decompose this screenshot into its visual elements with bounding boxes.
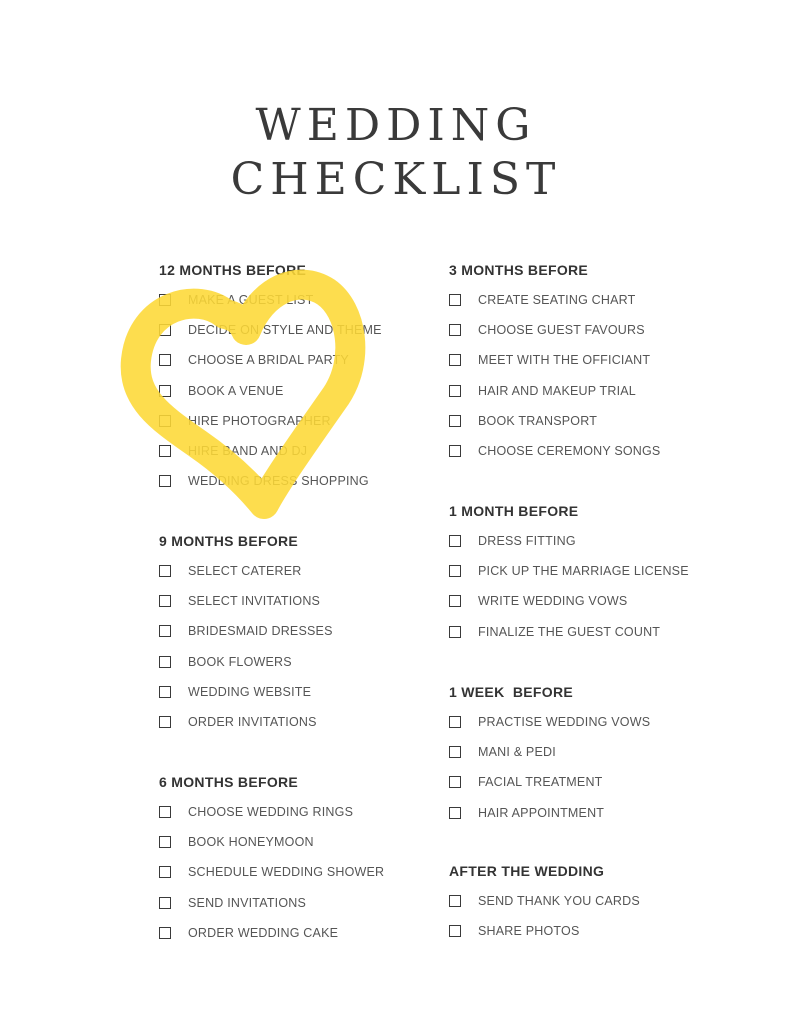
checkbox[interactable] xyxy=(449,626,461,638)
checklist-item[interactable] xyxy=(449,321,749,339)
title-line-1: WEDDING xyxy=(255,100,537,151)
checkbox[interactable] xyxy=(159,656,171,668)
checkbox[interactable] xyxy=(449,595,461,607)
item-label: HAIR APPOINTMENT xyxy=(478,805,605,820)
checkbox[interactable] xyxy=(159,686,171,698)
checkbox[interactable] xyxy=(159,475,171,487)
checklist-item[interactable] xyxy=(449,412,749,430)
title-line-2: CHECKLIST xyxy=(230,154,562,205)
checklist-item[interactable] xyxy=(159,442,459,460)
checklist-item[interactable] xyxy=(449,291,749,309)
checkbox[interactable] xyxy=(159,625,171,637)
checklist-item[interactable] xyxy=(449,922,749,940)
checkbox[interactable] xyxy=(159,324,171,336)
checklist-item[interactable] xyxy=(449,442,749,460)
checklist-item[interactable] xyxy=(159,713,459,731)
item-label: WEDDING WEBSITE xyxy=(188,684,312,699)
checklist-item[interactable] xyxy=(159,924,459,942)
checkbox[interactable] xyxy=(159,595,171,607)
item-label: BRIDESMAID DRESSES xyxy=(188,624,333,639)
checklist-item[interactable] xyxy=(159,683,459,701)
checklist-item[interactable] xyxy=(159,863,459,881)
checkbox[interactable] xyxy=(159,866,171,878)
checkbox[interactable] xyxy=(449,445,461,457)
item-label: WRITE WEDDING VOWS xyxy=(478,594,628,609)
checklist-item[interactable] xyxy=(449,562,749,580)
checkbox[interactable] xyxy=(159,354,171,366)
section-9-months xyxy=(159,532,459,743)
checkbox[interactable] xyxy=(449,385,461,397)
item-label: ORDER INVITATIONS xyxy=(188,714,317,729)
checkbox[interactable] xyxy=(449,716,461,728)
checkbox[interactable] xyxy=(449,746,461,758)
checklist-item[interactable] xyxy=(449,892,749,910)
checklist-item[interactable] xyxy=(159,592,459,610)
item-label: HAIR AND MAKEUP TRIAL xyxy=(478,383,636,398)
checkbox[interactable] xyxy=(159,445,171,457)
item-label: SELECT CATERER xyxy=(188,564,302,578)
item-label: MEET WITH THE OFFICIANT xyxy=(478,353,651,368)
checklist-item[interactable] xyxy=(159,803,459,821)
checkbox[interactable] xyxy=(159,806,171,818)
checklist-item[interactable] xyxy=(159,894,459,912)
section-heading: AFTER THE WEDDING xyxy=(449,863,605,879)
checkbox[interactable] xyxy=(159,415,171,427)
item-label: FACIAL TREATMENT xyxy=(478,775,603,790)
item-label: MAKE A GUEST LIST xyxy=(188,293,314,307)
section-heading: 1 WEEK BEFORE xyxy=(449,684,573,700)
checklist-item[interactable] xyxy=(449,743,749,761)
checkbox[interactable] xyxy=(159,836,171,848)
section-heading: 3 MONTHS BEFORE xyxy=(449,262,589,278)
checklist-item[interactable] xyxy=(449,804,749,822)
item-label: DRESS FITTING xyxy=(478,534,576,548)
item-label: WEDDING DRESS SHOPPING xyxy=(188,474,369,489)
item-label: CHOOSE A BRIDAL PARTY xyxy=(188,353,349,368)
checkbox[interactable] xyxy=(449,294,461,306)
checkbox[interactable] xyxy=(159,565,171,577)
checkbox[interactable] xyxy=(159,716,171,728)
checklist-item[interactable] xyxy=(159,562,459,580)
item-label: SELECT INVITATIONS xyxy=(188,594,321,609)
section-6-months xyxy=(159,773,459,954)
item-label: FINALIZE THE GUEST COUNT xyxy=(478,624,661,639)
checklist-item[interactable] xyxy=(449,592,749,610)
checkbox[interactable] xyxy=(449,807,461,819)
checkbox[interactable] xyxy=(159,294,171,306)
section-heading: 1 MONTH BEFORE xyxy=(449,503,579,519)
checklist-item[interactable] xyxy=(159,382,459,400)
item-label: HIRE PHOTOGRAPHER xyxy=(188,413,331,428)
item-label: SEND INVITATIONS xyxy=(188,895,307,910)
item-label: BOOK TRANSPORT xyxy=(478,413,598,428)
item-label: CREATE SEATING CHART xyxy=(478,293,636,307)
checkbox[interactable] xyxy=(449,895,461,907)
checkbox[interactable] xyxy=(449,354,461,366)
checklist-item[interactable] xyxy=(159,472,459,490)
checklist-item[interactable] xyxy=(159,412,459,430)
item-label: MANI & PEDI xyxy=(478,745,556,760)
item-label: SCHEDULE WEDDING SHOWER xyxy=(188,865,385,880)
checklist-item[interactable] xyxy=(449,713,749,731)
item-label: BOOK HONEYMOON xyxy=(188,835,314,850)
checklist-item[interactable] xyxy=(449,623,749,641)
section-1-month xyxy=(449,502,749,653)
checkbox[interactable] xyxy=(159,897,171,909)
section-heading: 6 MONTHS BEFORE xyxy=(159,774,299,790)
section-12-months xyxy=(159,261,459,502)
checkbox[interactable] xyxy=(159,385,171,397)
item-label: CHOOSE GUEST FAVOURS xyxy=(478,323,645,338)
checkbox[interactable] xyxy=(449,565,461,577)
item-label: SEND THANK YOU CARDS xyxy=(478,894,640,908)
checklist-item[interactable] xyxy=(449,382,749,400)
checklist-item[interactable] xyxy=(449,351,749,369)
item-label: HIRE BAND AND DJ xyxy=(188,443,308,458)
item-label: CHOOSE CEREMONY SONGS xyxy=(478,443,661,458)
item-label: BOOK FLOWERS xyxy=(188,654,292,669)
checkbox[interactable] xyxy=(449,324,461,336)
section-heading: 12 MONTHS BEFORE xyxy=(159,262,307,278)
checkbox[interactable] xyxy=(449,925,461,937)
checklist-item[interactable] xyxy=(159,351,459,369)
checklist-item[interactable] xyxy=(159,653,459,671)
checkbox[interactable] xyxy=(449,415,461,427)
item-label: DECIDE ON STYLE AND THEME xyxy=(188,323,382,338)
item-label: ORDER WEDDING CAKE xyxy=(188,925,339,940)
checklist-item[interactable] xyxy=(159,321,459,339)
checkbox[interactable] xyxy=(159,927,171,939)
item-label: SHARE PHOTOS xyxy=(478,924,580,939)
section-heading: 9 MONTHS BEFORE xyxy=(159,533,299,549)
section-1-week xyxy=(449,683,749,834)
checklist-item[interactable] xyxy=(159,622,459,640)
item-label: BOOK A VENUE xyxy=(188,383,284,398)
section-after-wedding xyxy=(449,862,749,952)
item-label: PICK UP THE MARRIAGE LICENSE xyxy=(478,564,689,579)
item-label: CHOOSE WEDDING RINGS xyxy=(188,805,354,819)
checklist-item[interactable] xyxy=(159,291,459,309)
checkbox[interactable] xyxy=(449,776,461,788)
section-3-months xyxy=(449,261,749,472)
checklist-item[interactable] xyxy=(159,833,459,851)
item-label: PRACTISE WEDDING VOWS xyxy=(478,715,651,729)
checklist-item[interactable] xyxy=(449,773,749,791)
checkbox[interactable] xyxy=(449,535,461,547)
checklist-item[interactable] xyxy=(449,532,749,550)
